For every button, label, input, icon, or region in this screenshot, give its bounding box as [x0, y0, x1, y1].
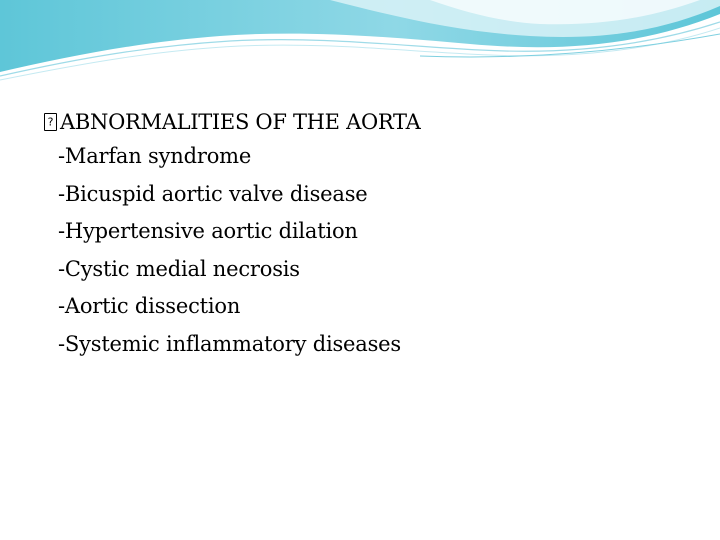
list-item: -Marfan syndrome	[58, 144, 252, 168]
replacement-character-icon	[44, 113, 57, 131]
list-item: -Cystic medial necrosis	[58, 256, 300, 281]
list-item: -Aortic dissection	[58, 294, 241, 318]
header-wave-decoration	[0, 0, 720, 90]
list-item: -Bicuspid aortic valve disease	[58, 181, 368, 206]
list-item: -Hypertensive aortic dilation	[58, 219, 358, 243]
abnormalities-list	[44, 138, 684, 363]
heading-text: ABNORMALITIES OF THE AORTA	[60, 110, 421, 134]
slide-content	[44, 106, 684, 363]
slide-heading	[44, 106, 684, 138]
list-item: -Systemic inflammatory diseases	[58, 331, 401, 356]
